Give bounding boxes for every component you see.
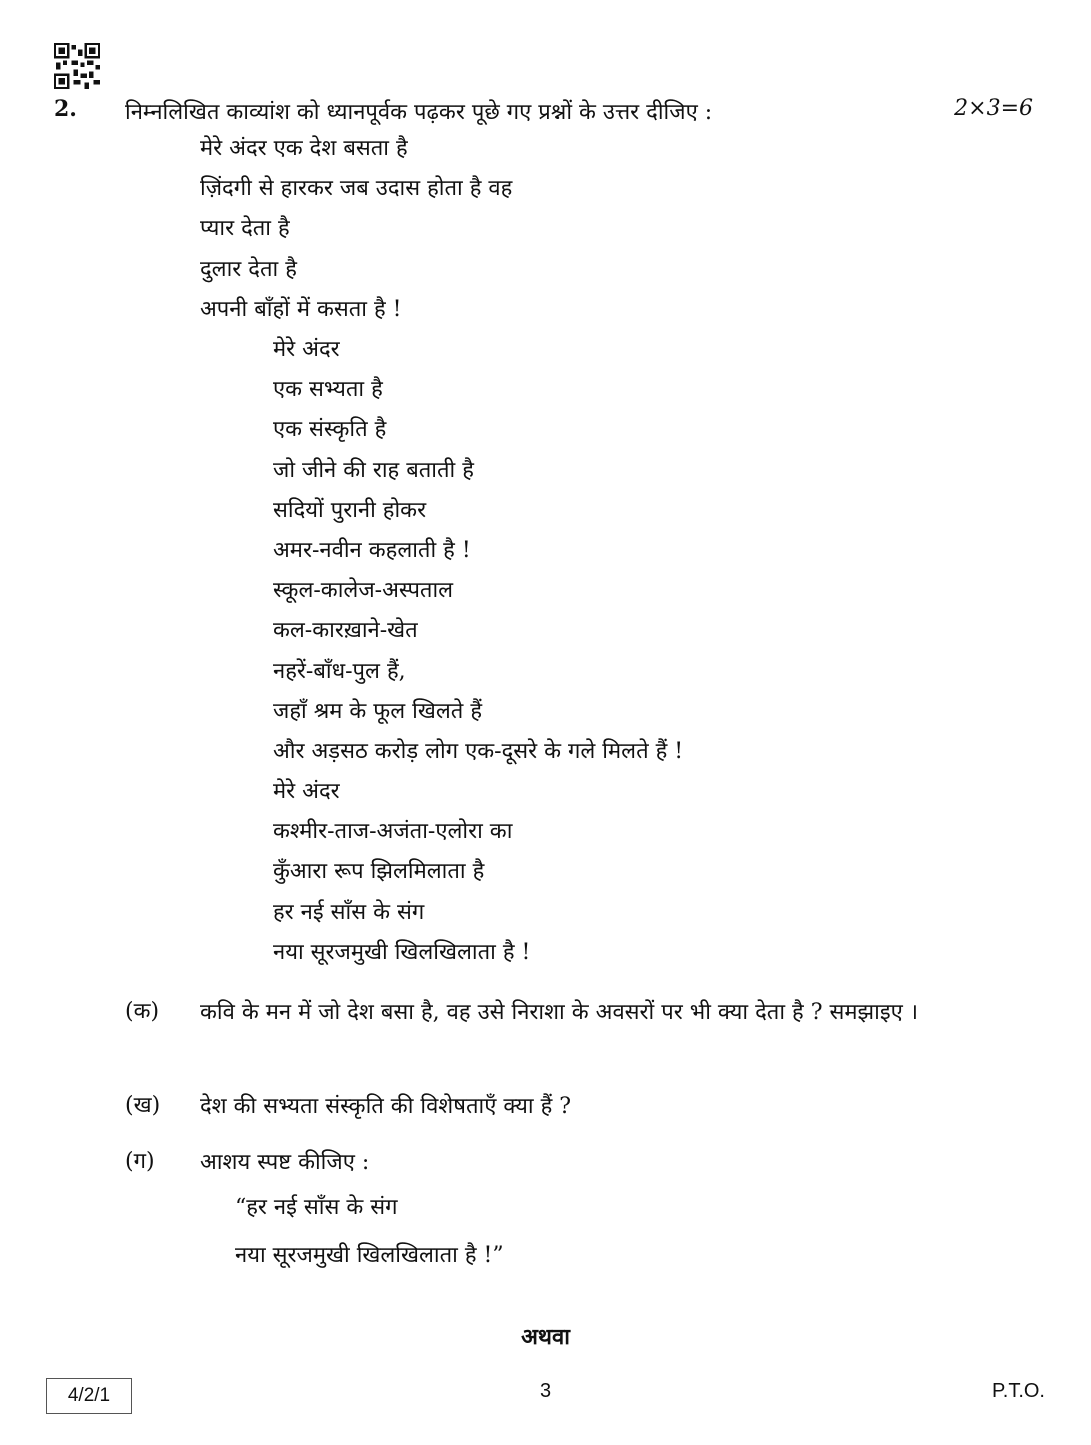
poem-stanza-2 — [273, 330, 683, 973]
poem-line: सदियों पुरानी होकर — [273, 497, 427, 523]
subquestion-text: देश की सभ्यता संस्कृति की विशेषताएँ क्या हैं ? — [200, 1094, 572, 1119]
athva-heading: अथवा — [521, 1324, 570, 1350]
subquestion-text: कवि के मन में जो देश बसा है, वह उसे निराशा के अवसरों पर भी क्या देता है ? समझाइए । — [200, 1000, 919, 1025]
subquestion-quote — [235, 1184, 504, 1280]
question-marks: 2×3=6 — [954, 96, 1033, 121]
poem-line: मेरे अंदर — [273, 337, 340, 362]
poem-line: ज़िंदगी से हारकर जब उदास होता है वह — [200, 176, 513, 202]
quote-line: नया सूरजमुखी खिलखिलाता है !” — [235, 1243, 504, 1268]
question-instruction: निम्नलिखित काव्यांश को ध्यानपूर्वक पढ़कर पूछे गए प्रश्नों के उत्तर दीजिए : — [125, 100, 713, 125]
poem-line: मेरे अंदर — [273, 779, 340, 805]
poem-line: नया सूरजमुखी खिलखिलाता है ! — [273, 939, 531, 965]
qr-code-icon — [54, 43, 100, 89]
poem-line: नहरें-बाँध-पुल हैं, — [273, 658, 406, 684]
paper-code-box: 4/2/1 — [46, 1378, 132, 1414]
subquestion-label: (ग) — [125, 1149, 155, 1174]
page-number: 3 — [539, 1380, 552, 1402]
poem-line: कुँआरा रूप झिलमिलाता है — [273, 859, 485, 885]
poem-line: एक संस्कृति है — [273, 417, 387, 443]
poem-line: एक सभ्यता है — [273, 377, 383, 403]
poem-line: अपनी बाँहों में कसता है ! — [200, 296, 402, 322]
subquestion-text: आशय स्पष्ट कीजिए : — [200, 1150, 370, 1175]
poem-line: हर नई साँस के संग — [273, 899, 425, 925]
poem-line: कल-कारख़ाने-खेत — [273, 618, 418, 644]
poem-line: प्यार देता है — [200, 216, 290, 242]
poem-line: दुलार देता है — [200, 256, 297, 282]
pto-label: P.T.O. — [992, 1380, 1045, 1402]
question-number: 2. — [54, 96, 77, 122]
poem-line: अमर-नवीन कहलाती है ! — [273, 537, 471, 563]
subquestion-label: (ख) — [125, 1093, 161, 1118]
poem-line: जो जीने की राह बताती है — [273, 457, 474, 483]
poem-line: जहाँ श्रम के फूल खिलते हैं — [273, 698, 483, 724]
poem-stanza-1 — [200, 129, 512, 330]
quote-line: “हर नई साँस के संग — [235, 1195, 398, 1220]
poem-line: और अड़सठ करोड़ लोग एक-दूसरे के गले मिलते हैं ! — [273, 738, 684, 764]
poem-line: मेरे अंदर एक देश बसता है — [200, 136, 408, 161]
poem-line: कश्मीर-ताज-अजंता-एलोरा का — [273, 819, 513, 845]
poem-line: स्कूल-कालेज-अस्पताल — [273, 578, 454, 604]
subquestion-label: (क) — [125, 999, 160, 1024]
